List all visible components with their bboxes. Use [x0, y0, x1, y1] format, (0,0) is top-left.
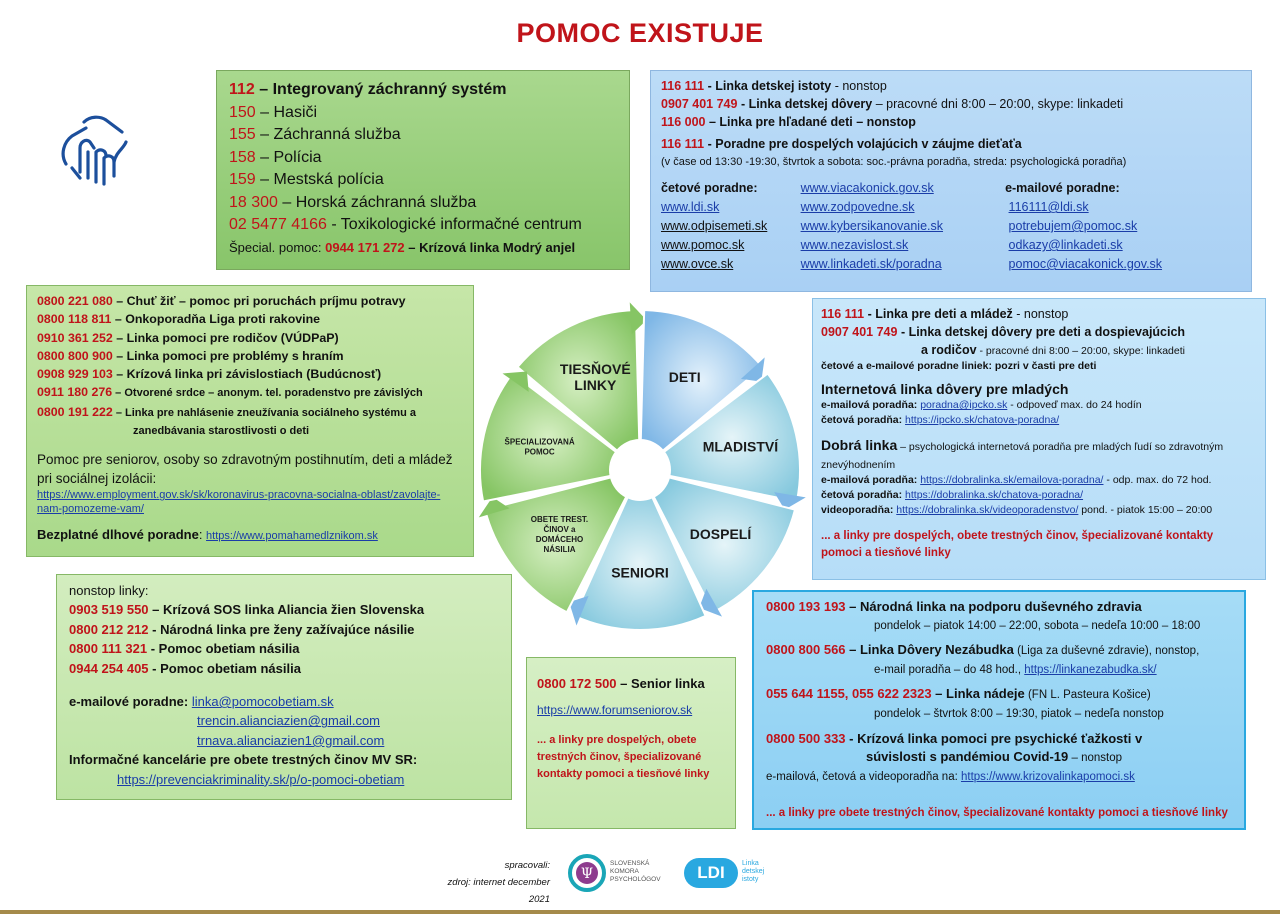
- email-link[interactable]: linka@pomocobetiam.sk: [191, 694, 334, 710]
- seniors-text: Pomoc pre seniorov, osoby so zdravotným postihnutím, deti a mládež pri sociálnej izolácii:: [37, 452, 453, 487]
- senior-box: 0800 172 500 – Senior linka https://www.forumseniorov.sk ... a linky pre dospelých, obete trestných činov, špecializované kontakty pomoci a tiesňové linky: [526, 657, 736, 829]
- debt-label: Bezplatné dlhové poradne: [37, 527, 199, 543]
- chat-label: četové poradne:: [661, 181, 758, 195]
- wheel-label: MLADISTVÍ: [702, 438, 779, 455]
- emergency-line: 159 – Mestská polícia: [229, 171, 384, 188]
- chat-link[interactable]: www.zodpovedne.sk: [800, 200, 915, 214]
- email-link[interactable]: 116111@ldi.sk: [1008, 200, 1089, 214]
- helpline: 0800 221 080 – Chuť žiť – pomoc pri poruchách príjmu potravy: [37, 294, 406, 308]
- emergency-line: 158 – Polícia: [229, 148, 322, 166]
- helpline: 0903 519 550 – Krízová SOS linka Aliancia žien Slovenska: [69, 602, 425, 618]
- svg-text:Ψ: Ψ: [580, 866, 594, 882]
- youth-helplines-box: 116 111 - Linka pre deti a mládež - nonstop 0907 401 749 - Linka detskej dôvery pre deti a dospievajúcich a rodičov - pracovné dni 8:00 – 20:00, skype: linkadeti četové a e-mailové poradne liniek: pozri v časti pre deti Internetová linka dôvery pre mladých e-mailová poradňa: poradna@ipcko.sk - odpoveď max. do 24 hodín četová poradňa: https://ipcko.sk/chatova-poradna/ Dobrá linka – psychologická internetová poradňa pre mladých ľudí so zdravotným znevýhodnením e-mailová poradňa: https://dobralinka.sk/emailova-poradna/ - odp. max. do 72 hod. četová poradňa: https://dobralinka.sk/chatova-poradna/ videoporadňa: https://dobralinka.sk/videoporadenstvo/ pond. - piatok 15:00 – 20:00 ... a linky pre dospelých, obete trestných činov, špecializované kontakty pomoci a tiesňové linky: [812, 298, 1266, 580]
- specialized-help-box: 0800 221 080 – Chuť žiť – pomoc pri poruchách príjmu potravy 0800 118 811 – Onkoporadňa Liga proti rakovine 0910 361 252 – Linka pomoci pre rodičov (VÚDPaP) 0800 800 900 – Linka pomoci pre problémy s hraním 0908 929 103 – Krízová linka pri závislostiach (Budúcnosť) 0911 180 276 – Otvorené srdce – anonym. tel. poradenstvo pre závislých 0800 191 222 – Linka pre nahlásenie zneužívania sociálneho systému a zanedbávania starostlivosti o deti Pomoc pre seniorov, osoby so zdravotným postihnutím, deti a mládež pri sociálnej izolácii: https://www.employment.gov.sk/sk/koronavirus-pracovna-socialna-oblast/zavolajte-nam-pomozeme-vam/ Bezplatné dlhové poradne: https://www.pomahamedlznikom.sk: [26, 285, 474, 557]
- dl-video-link[interactable]: https://dobralinka.sk/videoporadenstvo/: [896, 504, 1079, 516]
- dl-email-link[interactable]: https://dobralinka.sk/emailova-poradna/: [920, 474, 1104, 486]
- ldi-logo: LDI Linka detskej istoty: [684, 852, 784, 896]
- page-title: POMOC EXISTUJE: [516, 18, 764, 48]
- chat-link[interactable]: www.linkadeti.sk/poradna: [800, 257, 942, 271]
- email-link[interactable]: odkazy@linkadeti.sk: [1008, 238, 1123, 252]
- email-link[interactable]: trnava.alianciazien1@gmail.com: [197, 732, 385, 748]
- helpline: 0800 191 222 – Linka pre nahlásenie zneužívania sociálneho systému a: [37, 404, 417, 419]
- youth-more: ... a linky pre dospelých, obete trestných činov, špecializované kontakty pomoci a tiesňové linky: [821, 530, 1214, 559]
- psi-icon: [568, 854, 606, 892]
- wheel-label: TIESŇOVÉ LINKY: [559, 360, 631, 393]
- chat-link[interactable]: www.ovce.sk: [661, 257, 734, 271]
- wheel-label: SENIORI: [611, 564, 669, 581]
- helpline: 0800 800 900 – Linka pomoci pre problémy s hraním: [37, 348, 344, 363]
- office-link[interactable]: https://prevenciakriminality.sk/p/o-pomoci-obetiam: [117, 771, 405, 787]
- help-wheel: [470, 300, 810, 640]
- processed-label: spracovali:: [504, 860, 550, 871]
- debt-link[interactable]: https://www.pomahamedlznikom.sk: [206, 530, 378, 543]
- hours: pondelok – štvrtok 8:00 – 19:30, piatok – nedeľa nonstop: [874, 707, 1164, 720]
- bottom-strip: [0, 910, 1280, 914]
- chat-link[interactable]: www.odpisemeti.sk: [661, 219, 768, 233]
- helpline: 0944 254 405 - Pomoc obetiam násilia: [69, 660, 301, 676]
- wheel-label: DOSPELÍ: [689, 525, 752, 542]
- wheel-label: DETI: [668, 368, 701, 385]
- ild-email-link[interactable]: poradna@ipcko.sk: [920, 399, 1008, 411]
- ild-chat-link[interactable]: https://ipcko.sk/chatova-poradna/: [905, 414, 1060, 426]
- wheel-label: OBETE TREST. ČINOV a DOMÁCEHO NÁSILIA: [530, 514, 589, 554]
- chat-link[interactable]: www.pomoc.sk: [661, 238, 745, 252]
- adults-helplines-box: 0800 193 193 – Národná linka na podporu duševného zdravia pondelok – piatok 14:00 – 22:00, sobota – nedeľa 10:00 – 18:00 0800 800 566 – Linka Dôvery Nezábudka (Liga za duševné zdravie), nonstop, e-mail poradňa – do 48 hod., https://linkanezabudka.sk/ 055 644 1155, 055 622 2323 – Linka nádeje (FN L. Pasteura Košice) pondelok – štvrtok 8:00 – 19:30, piatok – nedeľa nonstop 0800 500 333 - Krízová linka pomoci pre psychické ťažkosti v súvislosti s pandémiou Covid-19 – nonstop e-mailová, četová a videoporadňa na: https://www.krizovalinkapomoci.sk ... a linky pre obete trestných činov, špecializované kontakty pomoci a tiesňové linky: [752, 590, 1246, 830]
- helpline: 0911 180 276 – Otvorené srdce – anonym. tel. poradenstvo pre závislých: [37, 385, 423, 400]
- source-label: zdroj: internet december 2021: [447, 877, 550, 905]
- handshake-icon: [54, 108, 134, 198]
- helpline: 0800 212 212 - Národná linka pre ženy zažívajúce násilie: [69, 621, 415, 637]
- chat-link[interactable]: www.nezavislost.sk: [800, 238, 909, 252]
- violence-victims-box: [56, 574, 512, 800]
- helpline: 0910 361 252 – Linka pomoci pre rodičov (VÚDPaP): [37, 330, 339, 345]
- email-link[interactable]: pomoc@viacakonick.gov.sk: [1008, 257, 1163, 271]
- senior-more: ... a linky pre dospelých, obete trestných činov, špecializované kontakty pomoci a tiesňové linky: [537, 734, 710, 780]
- emergency-line: 112 – Integrovaný záchranný systém: [229, 81, 507, 98]
- email-label: e-mailové poradne:: [69, 694, 192, 710]
- forum-link[interactable]: https://www.forumseniorov.sk: [537, 703, 693, 717]
- children-note: (v čase od 13:30 -19:30, štvrtok a sobota: soc.-právna poradňa, streda: psychologická poradňa): [661, 156, 1127, 168]
- nezabudka-link[interactable]: https://linkanezabudka.sk/: [1024, 663, 1157, 676]
- helpline: 0908 929 103 – Krízová linka pri závislostiach (Budúcnosť): [37, 367, 382, 382]
- office-label: Informačné kancelárie pre obete trestných činov MV SR:: [69, 752, 418, 768]
- chat-link[interactable]: www.kybersikanovanie.sk: [800, 219, 944, 233]
- emergency-line: 150 – Hasiči: [229, 103, 318, 121]
- krizova-link[interactable]: https://www.krizovalinkapomoci.sk: [960, 770, 1135, 783]
- employment-link[interactable]: https://www.employment.gov.sk/sk/koronavirus-pracovna-socialna-oblast/zavolajte-nam-pomozeme-vam/: [37, 489, 441, 516]
- helpline: 0800 111 321 - Pomoc obetiam násilia: [69, 641, 300, 657]
- email-link[interactable]: potrebujem@pomoc.sk: [1008, 219, 1138, 233]
- wheel-label: ŠPECIALIZOVANÁ POMOC: [504, 437, 575, 457]
- emergency-line: 18 300 – Horská záchranná služba: [229, 193, 477, 211]
- special-help-line: Špecial. pomoc: 0944 171 272 – Krízová linka Modrý anjel: [229, 239, 576, 255]
- chat-link[interactable]: www.viacakonick.gov.sk: [800, 181, 934, 195]
- chat-link[interactable]: www.ldi.sk: [661, 200, 720, 214]
- ild-title: Internetová linka dôvery pre mladých: [821, 381, 1069, 397]
- helpline: 0800 118 811 – Onkoporadňa Liga proti rakovine: [37, 312, 321, 327]
- email-link[interactable]: trencin.alianciazien@gmail.com: [197, 713, 380, 729]
- helpline-cont: zanedbávania starostlivosti o deti: [133, 425, 310, 438]
- children-helplines-box: 116 111 - Linka detskej istoty - nonstop 0907 401 749 - Linka detskej dôvery – pracovné dni 8:00 – 20:00, skype: linkadeti 116 000 – Linka pre hľadané deti – nonstop 116 111 - Poradne pre dospelých volajúcich v záujme dieťaťa (v čase od 13:30 -19:30, štvrtok a sobota: soc.-právna poradňa, streda: psychologická poradňa) četové poradne: www.ldi.sk www.odpisemeti.sk www.pomoc.sk www.ovce.sk www.viacakonick.gov.sk www.zodpovedne.sk www.kybersikanovanie.sk www.nezavislost.sk www.linkadeti.sk/poradna e-mailové poradne: 116111@ldi.sk potrebujem@pomoc.sk odkazy@linkadeti.sk pomoc@viacakonick.gov.sk: [650, 70, 1252, 292]
- emergency-line: 02 5477 4166 - Toxikologické informačné centrum: [229, 216, 582, 233]
- email-label: e-mailové poradne:: [1005, 181, 1120, 195]
- dl-chat-link[interactable]: https://dobralinka.sk/chatova-poradna/: [905, 489, 1084, 501]
- skp-logo: Ψ SLOVENSKÁ KOMORA PSYCHOLÓGOV: [568, 854, 678, 894]
- dobra-linka-title: Dobrá linka: [821, 437, 898, 453]
- ldi-badge: LDI: [684, 858, 738, 888]
- nonstop-header: nonstop linky:: [69, 583, 149, 598]
- emergency-numbers-box: [216, 70, 630, 270]
- emergency-line: 155 – Záchranná služba: [229, 126, 401, 143]
- hours: pondelok – piatok 14:00 – 22:00, sobota – nedeľa 10:00 – 18:00: [874, 619, 1201, 632]
- adults-more: ... a linky pre obete trestných činov, špecializované kontakty pomoci a tiesňové linky: [766, 807, 1228, 820]
- youth-note: četové a e-mailové poradne liniek: pozri v časti pre deti: [821, 360, 1097, 372]
